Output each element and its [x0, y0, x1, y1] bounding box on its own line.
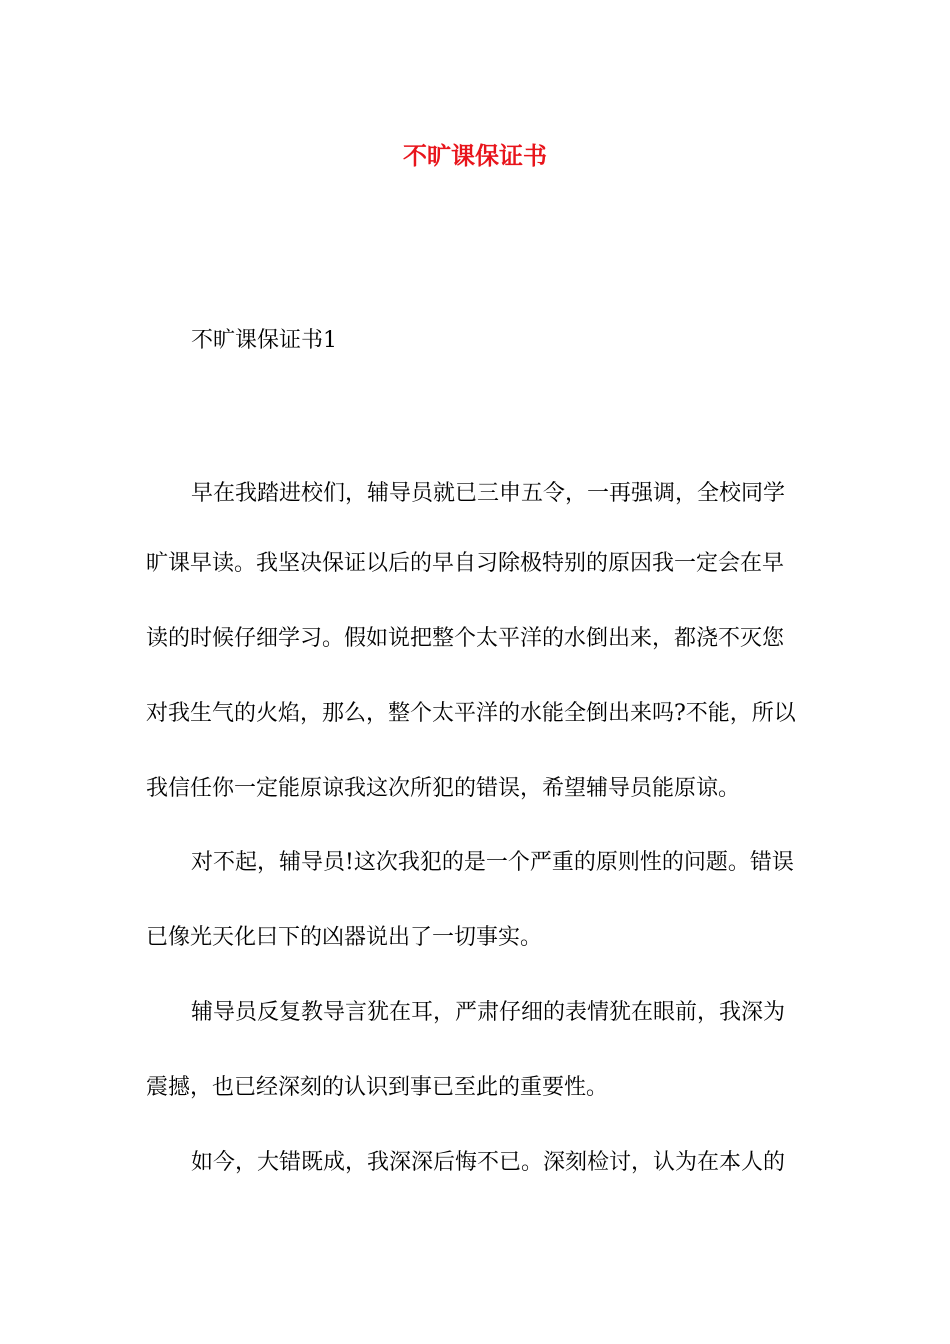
paragraph-line: 早在我踏进校们，辅导员就已三申五令，一再强调，全校同学 [191, 481, 786, 506]
paragraph-line: 已像光天化曰下的凶器说出了一切事实。 [146, 925, 543, 950]
paragraph-line: 对不起，辅导员!这次我犯的是一个严重的原则性的问题。错误 [191, 850, 794, 875]
paragraph-line: 辅导员反复教导言犹在耳，严肃仔细的表情犹在眼前，我深为 [191, 1000, 786, 1025]
section-heading: 不旷课保证书1 [191, 328, 337, 353]
paragraph-line: 震撼，也已经深刻的认识到事已至此的重要性。 [146, 1075, 609, 1100]
paragraph-line: 我信任你一定能原谅我这次所犯的错误，希望辅导员能原谅。 [146, 776, 741, 801]
paragraph-line: 旷课早读。我坚决保证以后的早自习除极特别的原因我一定会在早 [146, 551, 785, 576]
paragraph-line: 如今，大错既成，我深深后悔不已。深刻检讨，认为在本人的 [191, 1150, 786, 1175]
document-title: 不旷课保证书 [403, 142, 547, 170]
paragraph-line: 读的时候仔细学习。假如说把整个太平洋的水倒出来，都浇不灭您 [146, 626, 785, 651]
paragraph-line: 对我生气的火焰，那么，整个太平洋的水能全倒出来吗?不能，所以 [146, 701, 796, 726]
